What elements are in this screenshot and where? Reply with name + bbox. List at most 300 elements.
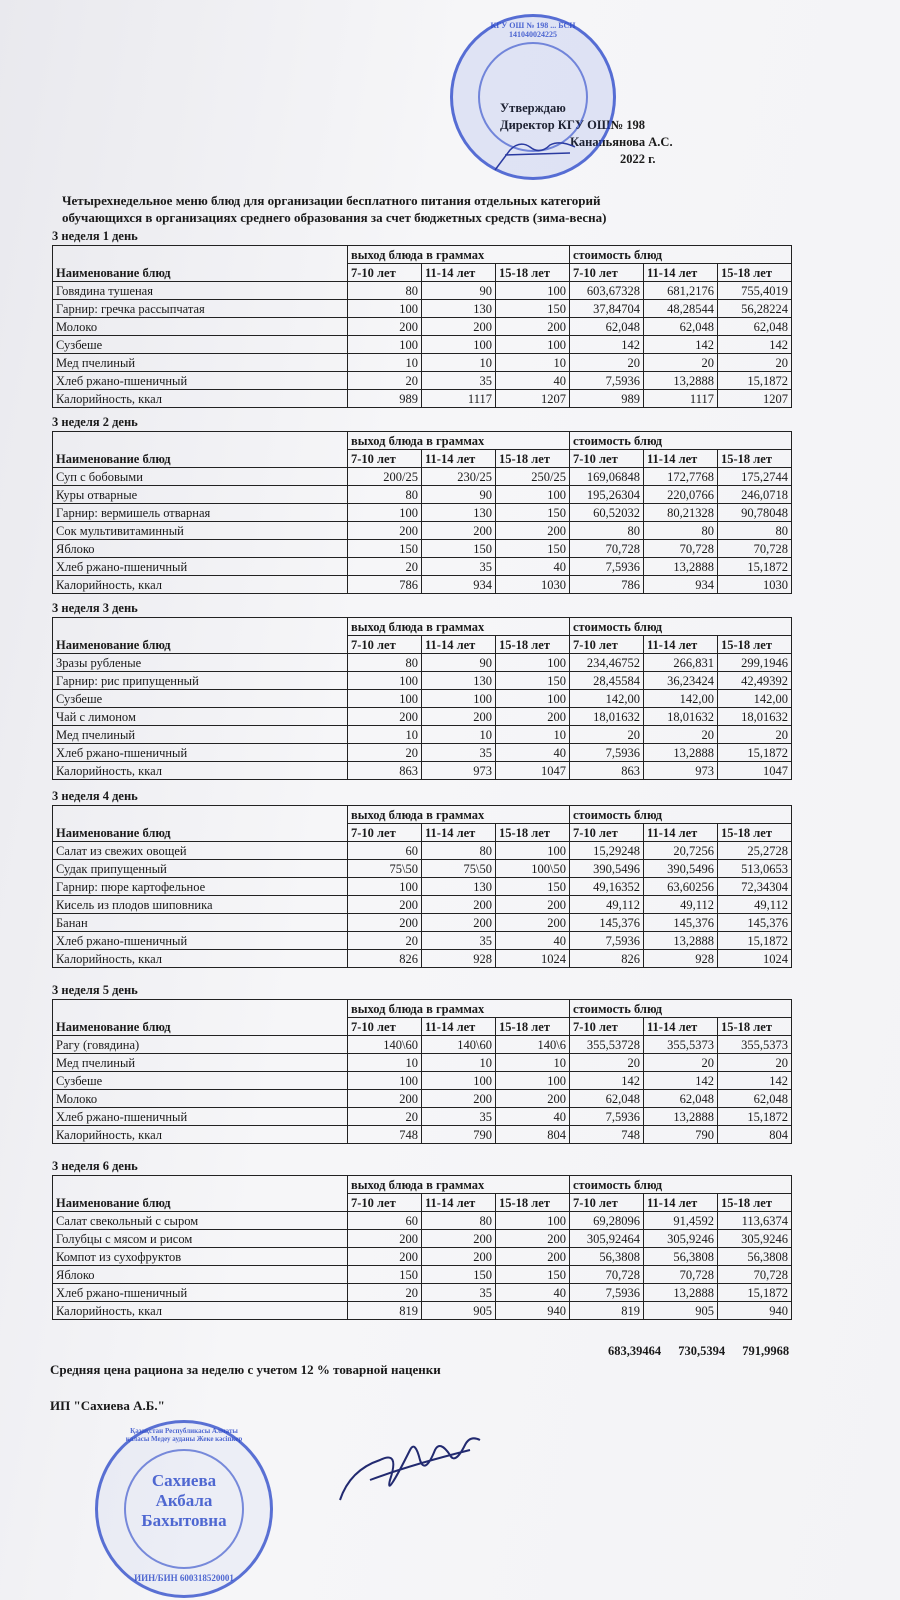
header-age: 7-10 лет: [348, 1194, 422, 1212]
cell-value: 75\50: [422, 860, 496, 878]
approval-line: Утверждаю: [500, 101, 566, 115]
cell-value: 7,5936: [570, 1284, 644, 1302]
cell-value: 826: [348, 950, 422, 968]
menu-table: [52, 1175, 792, 1320]
dish-name: Рагу (говядина): [53, 1036, 348, 1054]
stamp-name: Сахиева Акбала Бахытовна: [141, 1471, 227, 1530]
cell-value: 49,16352: [570, 878, 644, 896]
table-row: [53, 878, 792, 896]
cell-value: 10: [348, 726, 422, 744]
cell-value: 940: [718, 1302, 792, 1320]
cell-value: 20: [348, 558, 422, 576]
header-name: Наименование блюд: [53, 1000, 348, 1036]
header-age: 7-10 лет: [348, 636, 422, 654]
cell-value: 786: [348, 576, 422, 594]
cell-value: 200: [422, 318, 496, 336]
cell-value: 90,78048: [718, 504, 792, 522]
day-label: 3 неделя 3 день: [52, 601, 138, 615]
table-row: [53, 950, 792, 968]
header-age: 7-10 лет: [570, 1194, 644, 1212]
cell-value: 200: [496, 708, 570, 726]
table-row: [53, 1284, 792, 1302]
cell-value: 40: [496, 1284, 570, 1302]
cell-value: 1030: [496, 576, 570, 594]
cell-value: 1207: [496, 390, 570, 408]
cell-value: 220,0766: [644, 486, 718, 504]
cell-value: 130: [422, 672, 496, 690]
cell-value: 35: [422, 558, 496, 576]
cell-value: 20: [570, 354, 644, 372]
cell-value: 100\50: [496, 860, 570, 878]
cell-value: 60: [348, 842, 422, 860]
header-cost: стоимость блюд: [570, 806, 792, 824]
cell-value: 49,112: [570, 896, 644, 914]
cell-value: 15,1872: [718, 932, 792, 950]
cell-value: 15,29248: [570, 842, 644, 860]
cell-value: 150: [422, 1266, 496, 1284]
table-row: [53, 860, 792, 878]
cell-value: 100: [496, 336, 570, 354]
cell-value: 140\60: [348, 1036, 422, 1054]
header-age: 11-14 лет: [422, 450, 496, 468]
cell-value: 100: [422, 690, 496, 708]
header-weight: выход блюда в граммах: [348, 432, 570, 450]
cell-value: 10: [348, 1054, 422, 1072]
dish-name: Салат из свежих овощей: [53, 842, 348, 860]
header-weight: выход блюда в граммах: [348, 1000, 570, 1018]
cell-value: 10: [496, 354, 570, 372]
header-age: 11-14 лет: [422, 636, 496, 654]
cell-value: 100: [348, 672, 422, 690]
header-age: 11-14 лет: [422, 824, 496, 842]
header-age: 11-14 лет: [422, 1018, 496, 1036]
header-age: 15-18 лет: [496, 1194, 570, 1212]
cell-value: 934: [422, 576, 496, 594]
cell-value: 75\50: [348, 860, 422, 878]
table-row: [53, 1108, 792, 1126]
cell-value: 863: [348, 762, 422, 780]
cell-value: 200: [422, 914, 496, 932]
cell-value: 13,2888: [644, 1284, 718, 1302]
header-age: 11-14 лет: [644, 636, 718, 654]
dish-name: Куры отварные: [53, 486, 348, 504]
cell-value: 100: [348, 878, 422, 896]
header-age: 11-14 лет: [422, 1194, 496, 1212]
day-label: 3 неделя 2 день: [52, 415, 138, 429]
cell-value: 142,00: [644, 690, 718, 708]
cell-value: 100: [348, 336, 422, 354]
cell-value: 150: [496, 1266, 570, 1284]
cell-value: 20: [570, 726, 644, 744]
cell-value: 1024: [718, 950, 792, 968]
cell-value: 940: [496, 1302, 570, 1320]
table-row: [53, 336, 792, 354]
cell-value: 169,06848: [570, 468, 644, 486]
cell-value: 200: [422, 896, 496, 914]
dish-name: Сузбеше: [53, 1072, 348, 1090]
cell-value: 989: [348, 390, 422, 408]
cell-value: 150: [496, 540, 570, 558]
dish-name: Калорийность, ккал: [53, 390, 348, 408]
table-row: [53, 1072, 792, 1090]
cell-value: 69,28096: [570, 1212, 644, 1230]
header-weight: выход блюда в граммах: [348, 246, 570, 264]
header-name: Наименование блюд: [53, 806, 348, 842]
dish-name: Калорийность, ккал: [53, 762, 348, 780]
cell-value: 355,5373: [644, 1036, 718, 1054]
dish-name: Калорийность, ккал: [53, 1126, 348, 1144]
header-age: 15-18 лет: [718, 264, 792, 282]
header-age: 7-10 лет: [348, 450, 422, 468]
cell-value: 40: [496, 372, 570, 390]
table-row: [53, 300, 792, 318]
dish-name: Калорийность, ккал: [53, 1302, 348, 1320]
dish-name: Мед пчелиный: [53, 354, 348, 372]
table-row: [53, 744, 792, 762]
cell-value: 200: [348, 708, 422, 726]
cell-value: 49,112: [644, 896, 718, 914]
cell-value: 35: [422, 932, 496, 950]
cell-value: 928: [644, 950, 718, 968]
table-row: [53, 354, 792, 372]
cell-value: 13,2888: [644, 558, 718, 576]
cell-value: 246,0718: [718, 486, 792, 504]
table-row: [53, 762, 792, 780]
cell-value: 113,6374: [718, 1212, 792, 1230]
cell-value: 200: [422, 1248, 496, 1266]
table-row: [53, 1266, 792, 1284]
dish-name: Сок мультивитаминный: [53, 522, 348, 540]
cell-value: 1207: [718, 390, 792, 408]
header-row: [53, 1176, 792, 1194]
cell-value: 150: [496, 672, 570, 690]
dish-name: Молоко: [53, 1090, 348, 1108]
table-row: [53, 690, 792, 708]
cell-value: 20,7256: [644, 842, 718, 860]
document-title: [62, 192, 802, 226]
cell-value: 13,2888: [644, 372, 718, 390]
menu-table: [52, 431, 792, 594]
cell-value: 130: [422, 300, 496, 318]
cell-value: 130: [422, 878, 496, 896]
cell-value: 62,048: [644, 318, 718, 336]
table-row: [53, 914, 792, 932]
cell-value: 100: [348, 1072, 422, 1090]
dish-name: Молоко: [53, 318, 348, 336]
cell-value: 7,5936: [570, 744, 644, 762]
cell-value: 80: [570, 522, 644, 540]
cell-value: 13,2888: [644, 744, 718, 762]
cell-value: 100: [496, 654, 570, 672]
cell-value: 355,53728: [570, 1036, 644, 1054]
header-age: 15-18 лет: [718, 636, 792, 654]
header-age: 15-18 лет: [718, 1194, 792, 1212]
dish-name: Суп с бобовыми: [53, 468, 348, 486]
cell-value: 35: [422, 372, 496, 390]
cell-value: 934: [644, 576, 718, 594]
cell-value: 7,5936: [570, 1108, 644, 1126]
cell-value: 230/25: [422, 468, 496, 486]
cell-value: 25,2728: [718, 842, 792, 860]
cell-value: 142: [570, 1072, 644, 1090]
cell-value: 35: [422, 1284, 496, 1302]
table-row: [53, 1212, 792, 1230]
cell-value: 13,2888: [644, 1108, 718, 1126]
header-age: 15-18 лет: [496, 1018, 570, 1036]
cell-value: 200: [348, 1248, 422, 1266]
cell-value: 200: [496, 318, 570, 336]
header-weight: выход блюда в граммах: [348, 806, 570, 824]
cell-value: 80,21328: [644, 504, 718, 522]
cell-value: 140\6: [496, 1036, 570, 1054]
table-row: [53, 654, 792, 672]
header-age: 15-18 лет: [718, 450, 792, 468]
header-age: 15-18 лет: [496, 636, 570, 654]
cell-value: 72,34304: [718, 878, 792, 896]
cell-value: 100: [348, 690, 422, 708]
cell-value: 200: [496, 1090, 570, 1108]
table-row: [53, 672, 792, 690]
menu-table: [52, 617, 792, 780]
cell-value: 145,376: [718, 914, 792, 932]
dish-name: Сузбеше: [53, 336, 348, 354]
cell-value: 40: [496, 744, 570, 762]
ip-stamp: [95, 1420, 273, 1598]
header-name: Наименование блюд: [53, 246, 348, 282]
cell-value: 20: [718, 726, 792, 744]
cell-value: 70,728: [644, 540, 718, 558]
cell-value: 62,048: [718, 318, 792, 336]
cell-value: 49,112: [718, 896, 792, 914]
header-age: 15-18 лет: [718, 1018, 792, 1036]
dish-name: Чай с лимоном: [53, 708, 348, 726]
cell-value: 748: [570, 1126, 644, 1144]
day-label: 3 неделя 6 день: [52, 1159, 138, 1173]
header-age: 15-18 лет: [496, 824, 570, 842]
cell-value: 70,728: [718, 1266, 792, 1284]
cell-value: 195,26304: [570, 486, 644, 504]
cell-value: 100: [496, 282, 570, 300]
header-cost: стоимость блюд: [570, 1000, 792, 1018]
cell-value: 142,00: [570, 690, 644, 708]
header-age: 7-10 лет: [348, 264, 422, 282]
menu-table: [52, 245, 792, 408]
table-row: [53, 1302, 792, 1320]
cell-value: 299,1946: [718, 654, 792, 672]
cell-value: 80: [348, 486, 422, 504]
cell-value: 15,1872: [718, 372, 792, 390]
cell-value: 70,728: [644, 1266, 718, 1284]
header-name: Наименование блюд: [53, 432, 348, 468]
cell-value: 390,5496: [570, 860, 644, 878]
header-age: 7-10 лет: [570, 1018, 644, 1036]
dish-name: Сузбеше: [53, 690, 348, 708]
cell-value: 35: [422, 1108, 496, 1126]
cell-value: 10: [348, 354, 422, 372]
header-row: [53, 806, 792, 824]
cell-value: 90: [422, 282, 496, 300]
cell-value: 18,01632: [570, 708, 644, 726]
cell-value: 60,52032: [570, 504, 644, 522]
dish-name: Хлеб ржано-пшеничный: [53, 1108, 348, 1126]
cell-value: 70,728: [718, 540, 792, 558]
cell-value: 7,5936: [570, 558, 644, 576]
cell-value: 200: [348, 1090, 422, 1108]
cell-value: 150: [348, 540, 422, 558]
cell-value: 15,1872: [718, 558, 792, 576]
header-weight: выход блюда в граммах: [348, 1176, 570, 1194]
cell-value: 70,728: [570, 540, 644, 558]
cell-value: 390,5496: [644, 860, 718, 878]
average-price-15-18: 791,9968: [742, 1344, 790, 1358]
cell-value: 56,3808: [718, 1248, 792, 1266]
header-age: 7-10 лет: [570, 636, 644, 654]
cell-value: 150: [496, 300, 570, 318]
cell-value: 200: [496, 1248, 570, 1266]
cell-value: 150: [348, 1266, 422, 1284]
header-name: Наименование блюд: [53, 1176, 348, 1212]
cell-value: 10: [496, 1054, 570, 1072]
cell-value: 305,9246: [718, 1230, 792, 1248]
cell-value: 1047: [496, 762, 570, 780]
cell-value: 142,00: [718, 690, 792, 708]
cell-value: 305,9246: [644, 1230, 718, 1248]
cell-value: 80: [422, 1212, 496, 1230]
stamp-bin: ИИН/БИН 600318520001: [134, 1573, 234, 1583]
cell-value: 100: [422, 1072, 496, 1090]
cell-value: 91,4592: [644, 1212, 718, 1230]
header-cost: стоимость блюд: [570, 618, 792, 636]
cell-value: 234,46752: [570, 654, 644, 672]
dish-name: Компот из сухофруктов: [53, 1248, 348, 1266]
cell-value: 100: [496, 690, 570, 708]
approval-line: Директор КГУ ОШ№ 198: [500, 118, 646, 132]
cell-value: 786: [570, 576, 644, 594]
cell-value: 145,376: [570, 914, 644, 932]
cell-value: 200: [422, 522, 496, 540]
cell-value: 681,2176: [644, 282, 718, 300]
cell-value: 36,23424: [644, 672, 718, 690]
dish-name: Говядина тушеная: [53, 282, 348, 300]
cell-value: 15,1872: [718, 1108, 792, 1126]
cell-value: 42,49392: [718, 672, 792, 690]
cell-value: 819: [570, 1302, 644, 1320]
cell-value: 819: [348, 1302, 422, 1320]
cell-value: 35: [422, 744, 496, 762]
dish-name: Банан: [53, 914, 348, 932]
cell-value: 10: [422, 354, 496, 372]
cell-value: 250/25: [496, 468, 570, 486]
cell-value: 70,728: [570, 1266, 644, 1284]
cell-value: 15,1872: [718, 744, 792, 762]
header-weight: выход блюда в граммах: [348, 618, 570, 636]
cell-value: 142: [644, 1072, 718, 1090]
table-row: [53, 1230, 792, 1248]
table-row: [53, 486, 792, 504]
cell-value: 20: [348, 932, 422, 950]
cell-value: 60: [348, 1212, 422, 1230]
cell-value: 100: [348, 504, 422, 522]
cell-value: 90: [422, 654, 496, 672]
cell-value: 80: [718, 522, 792, 540]
table-row: [53, 318, 792, 336]
dish-name: Хлеб ржано-пшеничный: [53, 744, 348, 762]
cell-value: 20: [718, 354, 792, 372]
cell-value: 80: [348, 654, 422, 672]
dish-name: Яблоко: [53, 540, 348, 558]
cell-value: 200: [496, 896, 570, 914]
cell-value: 755,4019: [718, 282, 792, 300]
cell-value: 142: [570, 336, 644, 354]
cell-value: 20: [348, 1108, 422, 1126]
table-row: [53, 282, 792, 300]
cell-value: 804: [718, 1126, 792, 1144]
cell-value: 989: [570, 390, 644, 408]
table-row: [53, 726, 792, 744]
average-prices: [608, 1344, 803, 1359]
cell-value: 790: [644, 1126, 718, 1144]
cell-value: 200: [348, 896, 422, 914]
cell-value: 100: [422, 336, 496, 354]
cell-value: 130: [422, 504, 496, 522]
cell-value: 142: [718, 1072, 792, 1090]
header-age: 11-14 лет: [644, 264, 718, 282]
dish-name: Судак припущенный: [53, 860, 348, 878]
cell-value: 100: [348, 300, 422, 318]
dish-name: Гарнир: гречка рассыпчатая: [53, 300, 348, 318]
table-row: [53, 522, 792, 540]
average-price-label: Средняя цена рациона за неделю с учетом 12 % товарной наценки: [50, 1362, 441, 1377]
dish-name: Мед пчелиный: [53, 726, 348, 744]
cell-value: 20: [644, 1054, 718, 1072]
header-row: [53, 1000, 792, 1018]
header-row: [53, 432, 792, 450]
signatory: ИП "Сахиева А.Б.": [50, 1398, 165, 1413]
cell-value: 7,5936: [570, 932, 644, 950]
cell-value: 28,45584: [570, 672, 644, 690]
cell-value: 200: [348, 914, 422, 932]
cell-value: 905: [422, 1302, 496, 1320]
dish-name: Хлеб ржано-пшеничный: [53, 558, 348, 576]
table-row: [53, 896, 792, 914]
dish-name: Хлеб ржано-пшеничный: [53, 372, 348, 390]
cell-value: 100: [496, 486, 570, 504]
header-age: 11-14 лет: [644, 1194, 718, 1212]
cell-value: 100: [496, 842, 570, 860]
cell-value: 7,5936: [570, 372, 644, 390]
cell-value: 200/25: [348, 468, 422, 486]
cell-value: 40: [496, 932, 570, 950]
cell-value: 905: [644, 1302, 718, 1320]
cell-value: 80: [644, 522, 718, 540]
approval-line: 2022 г.: [620, 152, 656, 166]
dish-name: Калорийность, ккал: [53, 576, 348, 594]
cell-value: 1030: [718, 576, 792, 594]
cell-value: 200: [496, 914, 570, 932]
cell-value: 928: [422, 950, 496, 968]
header-age: 7-10 лет: [570, 824, 644, 842]
cell-value: 266,831: [644, 654, 718, 672]
cell-value: 826: [570, 950, 644, 968]
cell-value: 863: [570, 762, 644, 780]
cell-value: 140\60: [422, 1036, 496, 1054]
cell-value: 1024: [496, 950, 570, 968]
cell-value: 13,2888: [644, 932, 718, 950]
header-age: 11-14 лет: [422, 264, 496, 282]
menu-table: [52, 999, 792, 1144]
cell-value: 80: [348, 282, 422, 300]
cell-value: 56,3808: [570, 1248, 644, 1266]
